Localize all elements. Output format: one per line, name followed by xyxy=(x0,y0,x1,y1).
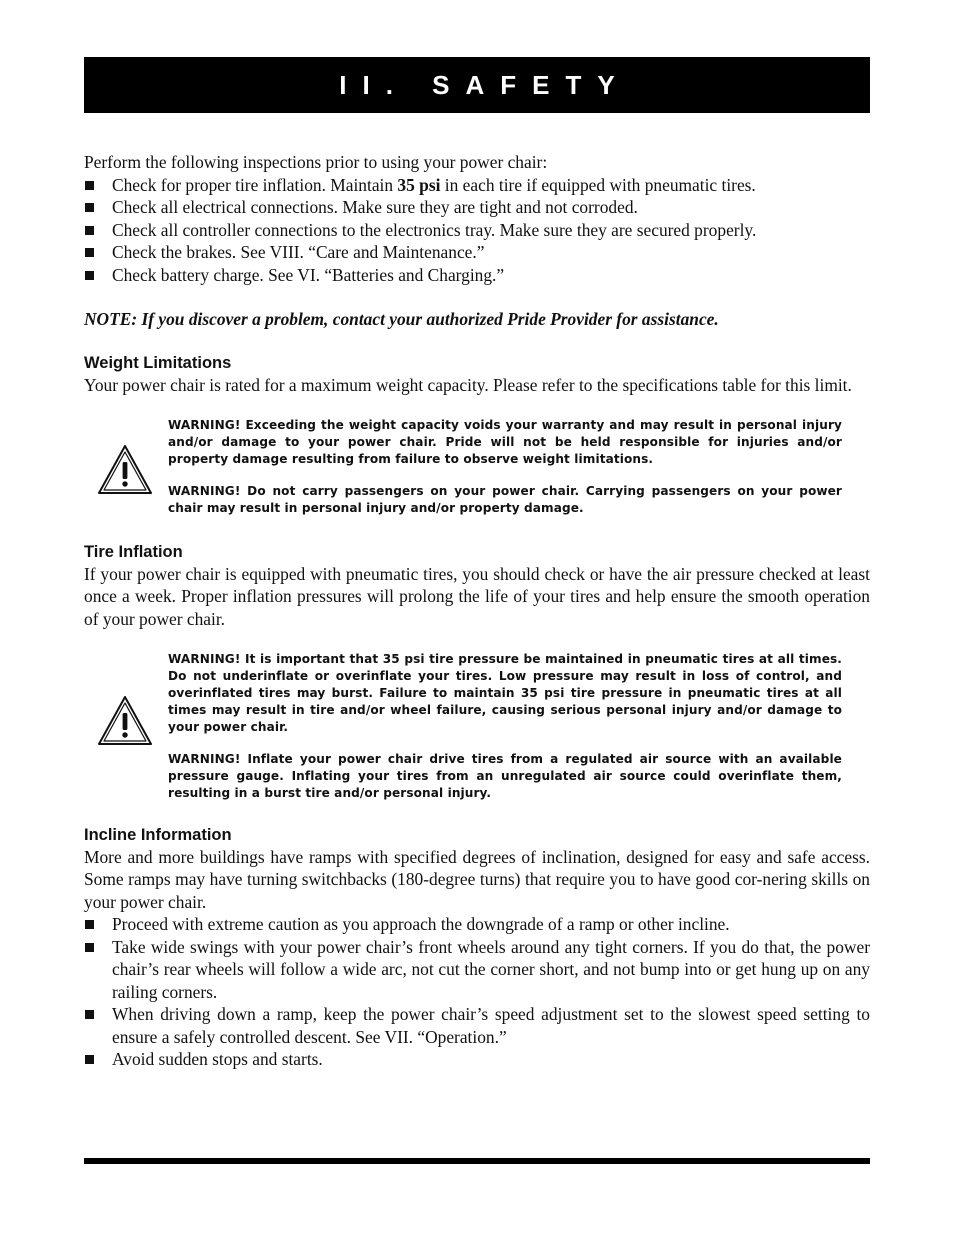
list-item: Check all controller connections to the electronics tray. Make sure they are secured properly. xyxy=(84,219,870,242)
tire-warning-block xyxy=(84,651,870,801)
list-item: Check battery charge. See VI. “Batteries and Charging.” xyxy=(84,264,870,287)
weight-heading: Weight Limitations xyxy=(84,353,232,372)
square-bullet-icon xyxy=(85,181,94,190)
section-banner xyxy=(84,57,870,113)
warning-triangle-icon xyxy=(96,694,154,748)
warning-text: WARNING! Inflate your power chair drive tires from a regulated air source with an available pressure gauge. Inflating your tires from an unregulated air source could overinflate them, resulting in a burst tire and/or personal injury. xyxy=(168,752,842,801)
inspection-list xyxy=(84,174,870,287)
tire-body: If your power chair is equipped with pneumatic tires, you should check or have the air pressure checked at least once a week. Proper inflation pressures will prolong the life of your tires and help ensure the smooth operation of your power chair. xyxy=(84,563,870,629)
warning-text: WARNING! Do not carry passengers on your power chair. Carrying passengers on your power chair may result in personal injury and/or property damage. xyxy=(168,484,842,516)
page-content xyxy=(84,151,870,1071)
square-bullet-icon xyxy=(85,248,94,257)
square-bullet-icon xyxy=(85,203,94,212)
list-item: Avoid sudden stops and starts. xyxy=(84,1048,870,1071)
warning-text: WARNING! It is important that 35 psi tire pressure be maintained in pneumatic tires at all times. Do not underinflate or overinflate your tires. Low pressure may result in loss of control, and overinflated tires may burst. Failure to maintain 35 psi tire pressure in pneumatic tires at all times may result in tire and/or wheel failure, causing serious personal injury and/or damage to your power chair. xyxy=(168,652,842,734)
square-bullet-icon xyxy=(85,1010,94,1019)
square-bullet-icon xyxy=(85,943,94,952)
footer-rule xyxy=(84,1158,870,1164)
square-bullet-icon xyxy=(85,1055,94,1064)
warning-triangle-icon xyxy=(96,443,154,497)
list-item: Proceed with extreme caution as you approach the downgrade of a ramp or other incline. xyxy=(84,913,870,936)
warning-text: WARNING! Exceeding the weight capacity voids your warranty and may result in personal injury and/or damage to your power chair. Pride will not be held responsible for injuries and/or property damage resulting from failure to observe weight limitations. xyxy=(168,418,842,466)
list-item: Take wide swings with your power chair’s front wheels around any tight corners. If you do that, the power chair’s rear wheels will follow a wide arc, not cut the corner short, and not bump into or get hung up on any railing corners. xyxy=(84,936,870,1004)
square-bullet-icon xyxy=(85,226,94,235)
weight-body: Your power chair is rated for a maximum weight capacity. Please refer to the specifications table for this limit. xyxy=(84,374,852,395)
list-item: Check the brakes. See VIII. “Care and Maintenance.” xyxy=(84,241,870,264)
incline-body: More and more buildings have ramps with specified degrees of inclination, designed for easy and safe access. Some ramps may have turning switchbacks (180-degree turns) that require you to have good cor-nering skills on your power chair. xyxy=(84,846,870,912)
incline-heading: Incline Information xyxy=(84,825,232,844)
list-item: Check all electrical connections. Make sure they are tight and not corroded. xyxy=(84,196,870,219)
square-bullet-icon xyxy=(85,271,94,280)
square-bullet-icon xyxy=(85,920,94,929)
tire-heading: Tire Inflation xyxy=(84,542,183,561)
list-item: When driving down a ramp, keep the power chair’s speed adjustment set to the slowest speed setting to ensure a safely controlled descent. See VII. “Operation.” xyxy=(84,1003,870,1048)
intro-text: Perform the following inspections prior to using your power chair: xyxy=(84,152,548,172)
note-text: NOTE: If you discover a problem, contact your authorized Pride Provider for assistance. xyxy=(84,309,719,329)
incline-list xyxy=(84,913,870,1071)
section-title: II. SAFETY xyxy=(339,69,631,100)
weight-warning-block xyxy=(84,417,870,517)
list-item: Check for proper tire inflation. Maintain 35 psi in each tire if equipped with pneumatic tires. xyxy=(84,174,870,197)
